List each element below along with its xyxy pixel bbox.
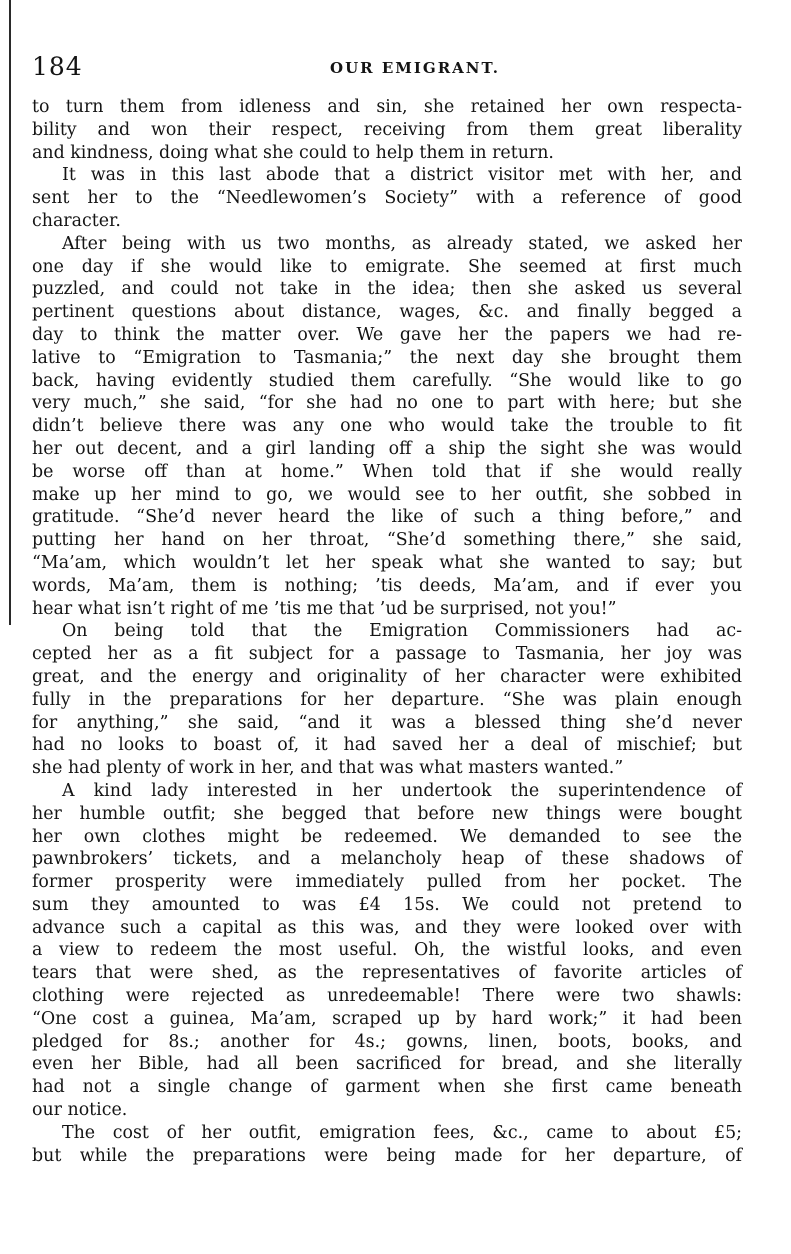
text-line: make up her mind to go, we would see to her outfit, she sobbed in [32,484,742,505]
text-line: back, having evidently studied them carefully. “She would like to go [32,370,742,391]
text-line: putting her hand on her throat, “She’d something there,” she said, [32,530,742,551]
text-line: fully in the preparations for her departure. “She was plain enough [32,689,742,710]
text-line: sent her to the “Needlewomen’s Society” with a reference of good [32,188,742,209]
text-line: one day if she would like to emigrate. She seemed at first much [32,256,742,277]
text-line: but while the preparations were being made for her departure, of [32,1145,742,1166]
text-line: tears that were shed, as the representatives of favorite articles of [32,963,742,984]
text-line: On being told that the Emigration Commissioners had ac- [62,621,742,642]
text-line: a view to redeem the most useful. Oh, the wistful looks, and even [32,940,742,961]
text-line: “Ma’am, which wouldn’t let her speak what she wanted to say; but [32,552,742,573]
text-line: advance such a capital as this was, and they were looked over with [32,917,742,938]
text-line: very much,” she said, “for she had no one to part with here; but she [32,393,742,414]
text-line: gratitude. “She’d never heard the like of such a thing before,” and [32,507,742,528]
text-line: her out decent, and a girl landing off a ship the sight she was would [32,438,742,459]
text-line: to turn them from idleness and sin, she retained her own respecta- [32,97,742,117]
margin-rule [9,0,11,625]
text-line: character. [32,210,121,231]
text-line: she had plenty of work in her, and that was what masters wanted.” [32,758,624,779]
text-line: had not a single change of garment when she first came beneath [32,1077,742,1098]
body-text [32,96,742,1167]
text-line: had no looks to boast of, it had saved her a deal of mischief; but [32,735,742,756]
text-line: be worse off than at home.” When told that if she would really [32,461,742,482]
text-line: great, and the energy and originality of her character were exhibited [32,666,742,687]
text-line: bility and won their respect, receiving from them great liberality [32,119,742,140]
running-title: OUR EMIGRANT. [330,59,500,77]
page-number: 184 [32,52,83,81]
text-line: lative to “Emigration to Tasmania;” the next day she brought them [32,347,742,368]
text-line: hear what isn’t right of me ’tis me that ’ud be surprised, not you!” [32,598,617,619]
text-line: “One cost a guinea, Ma’am, scraped up by hard work;” it had been [32,1008,742,1029]
text-line: pledged for 8s.; another for 4s.; gowns, linen, boots, books, and [32,1031,742,1052]
text-line: day to think the matter over. We gave her the papers we had re- [32,324,742,345]
text-line: our notice. [32,1100,128,1121]
text-line: former prosperity were immediately pulled from her pocket. The [32,872,742,893]
text-line: words, Ma’am, them is nothing; ’tis deeds, Ma’am, and if ever you [32,575,742,596]
text-line: The cost of her outfit, emigration fees, &c., came to about £5; [62,1122,742,1143]
text-line: didn’t believe there was any one who would take the trouble to fit [32,416,742,437]
text-line: and kindness, doing what she could to help them in return. [32,142,554,163]
text-line: sum they amounted to was £4 15s. We could not pretend to [32,894,742,915]
text-line: her own clothes might be redeemed. We demanded to see the [32,826,742,847]
text-line: clothing were rejected as unredeemable! There were two shawls: [32,986,742,1007]
text-line: even her Bible, had all been sacrificed for bread, and she literally [32,1054,742,1075]
text-line: After being with us two months, as already stated, we asked her [62,233,742,254]
text-line: puzzled, and could not take in the idea; then she asked us several [32,279,742,300]
text-line: pawnbrokers’ tickets, and a melancholy heap of these shadows of [32,849,742,870]
text-line: for anything,” she said, “and it was a blessed thing she’d never [32,712,742,733]
text-line: It was in this last abode that a district visitor met with her, and [62,165,742,186]
page-header [30,52,760,86]
text-line: cepted her as a fit subject for a passage to Tasmania, her joy was [32,644,742,665]
text-line: her humble outfit; she begged that before new things were bought [32,803,742,824]
text-line: pertinent questions about distance, wages, &c. and finally begged a [32,302,742,323]
text-line: A kind lady interested in her undertook the superintendence of [62,780,742,801]
